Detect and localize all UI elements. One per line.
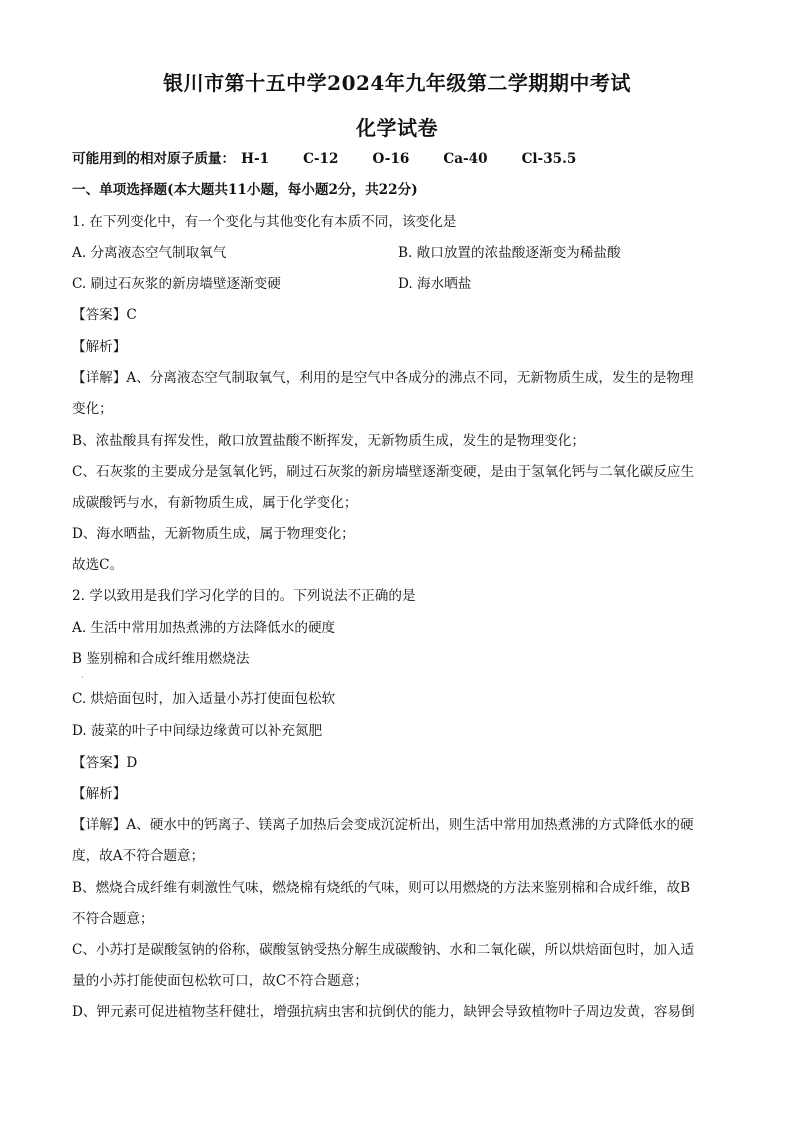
question-1-detail: D、海水晒盐，无新物质生成，属于物理变化；: [72, 526, 355, 542]
atomic-mass-item: Ca-40: [443, 151, 488, 167]
question-2-detail: 量的小苏打能使面包松软可口，故C不符合题意；: [72, 973, 368, 989]
atomic-mass-item: H-1: [241, 151, 270, 167]
page-title: 银川市第十五中学2024年九年级第二学期期中考试: [163, 71, 631, 95]
question-2-detail: 度，故A不符合题意；: [72, 848, 205, 864]
question-1-option-c: C. 刷过石灰浆的新房墙壁逐渐变硬: [72, 276, 281, 292]
question-1-option-d: D. 海水晒盐: [398, 276, 472, 292]
question-1-option-b: B. 敞口放置的浓盐酸逐渐变为稀盐酸: [398, 245, 621, 261]
question-2-detail: C、小苏打是碳酸氢钠的俗称，碳酸氢钠受热分解生成碳酸钠、水和二氧化碳，所以烘焙面包时，加入适: [72, 942, 695, 958]
section-header: 一、单项选择题(本大题共11小题，每小题2分，共22分): [72, 182, 418, 198]
question-2-detail: D、钾元素可促进植物茎秆健壮，增强抗病虫害和抗倒伏的能力，缺钾会导致植物叶子周边发黄，容易倒: [72, 1004, 695, 1020]
atomic-masses-label: 可能用到的相对原子质量：: [72, 151, 236, 167]
question-2-stem: 2. 学以致用是我们学习化学的目的。下列说法不正确的是: [72, 588, 416, 604]
atomic-mass-item: Cl-35.5: [521, 151, 577, 167]
atomic-mass-item: C-12: [303, 151, 339, 167]
atomic-mass-item: O-16: [372, 151, 410, 167]
question-1-detail: 【详解】A、分离液态空气制取氧气，利用的是空气中各成分的沸点不同，无新物质生成，发生的是物理: [72, 370, 694, 386]
stray-dot: ·: [81, 673, 84, 682]
question-2-detail: B、燃烧合成纤维有刺激性气味，燃烧棉有烧纸的气味，则可以用燃烧的方法来鉴别棉和合成纤维，故B: [72, 880, 691, 896]
question-2-option-c: C. 烘焙面包时，加入适量小苏打使面包松软: [72, 691, 336, 707]
question-1-detail: C、石灰浆的主要成分是氢氧化钙，刷过石灰浆的新房墙壁逐渐变硬，是由于氢氧化钙与二氧化碳反应生: [72, 464, 695, 480]
question-1-stem: 1. 在下列变化中，有一个变化与其他变化有本质不同，该变化是: [72, 214, 457, 230]
question-2-detail: 不符合题意；: [72, 911, 154, 927]
question-1-conclusion: 故选C。: [72, 557, 124, 573]
question-1-detail: B、浓盐酸具有挥发性，敞口放置盐酸不断挥发，无新物质生成，发生的是物理变化；: [72, 433, 585, 449]
question-2-option-a: A. 生活中常用加热煮沸的方法降低水的硬度: [72, 620, 336, 636]
question-2-answer: 【答案】D: [72, 755, 138, 771]
question-2-analysis-label: 【解析】: [72, 786, 127, 802]
question-1-answer: 【答案】C: [72, 307, 137, 323]
question-1-option-a: A. 分离液态空气制取氧气: [72, 245, 227, 261]
question-2-option-d: D. 菠菜的叶子中间绿边缘黄可以补充氮肥: [72, 723, 323, 739]
page-subtitle: 化学试卷: [356, 116, 438, 140]
question-1-analysis-label: 【解析】: [72, 339, 127, 355]
question-1-detail: 成碳酸钙与水，有新物质生成，属于化学变化；: [72, 495, 358, 511]
question-2-detail: 【详解】A、硬水中的钙离子、镁离子加热后会变成沉淀析出，则生活中常用加热煮沸的方式降低水的硬: [72, 817, 694, 833]
atomic-masses: [72, 150, 722, 168]
question-2-option-b: B 鉴别棉和合成纤维用燃烧法: [72, 651, 250, 667]
question-1-detail: 变化；: [72, 401, 113, 417]
